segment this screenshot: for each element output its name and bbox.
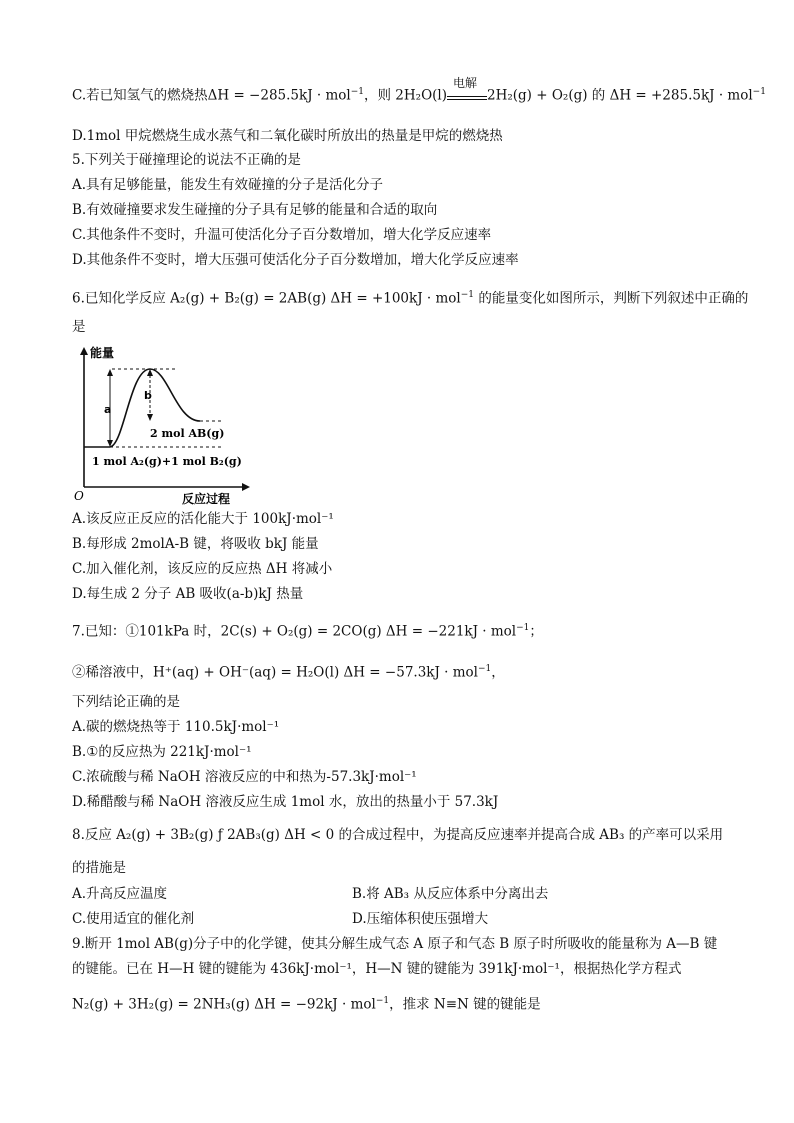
q9-line-2: 的键能。已在 H—H 键的键能为 436kJ·mol⁻¹，H—N 键的键能为 391kJ·mol⁻¹，根据热化学方程式 (72, 961, 682, 977)
q7-option-d: D.稀醋酸与稀 NaOH 溶液反应生成 1mol 水，放出的热量小于 57.3kJ (72, 794, 499, 810)
q8-option-c: C.使用适宜的催化剂 (72, 911, 195, 927)
y-axis-label: 能量 (90, 346, 115, 360)
q6-option-c: C.加入催化剂，该反应的反应热 ΔH 将减小 (72, 561, 333, 577)
q7-option-a: A.碳的燃烧热等于 110.5kJ·mol⁻¹ (72, 719, 280, 735)
q8-stem: 8.反应 A₂(g) + 3B₂(g) ƒ 2AB₃(g) ΔH < 0 的合成过程中，为提高反应速率并提高合成 AB₃ 的产率可以采用 (72, 827, 724, 843)
q4-option-d: D.1mol 甲烷燃烧生成水蒸气和二氧化碳时所放出的热量是甲烷的燃烧热 (72, 128, 503, 144)
q5-option-b: B.有效碰撞要求发生碰撞的分子具有足够的能量和合适的取向 (72, 202, 438, 218)
q7-stem-1: 7.已知：①101kPa 时，2C(s) + O₂(g) = 2CO(g) ΔH = −221kJ · mol$^{-1}$； (72, 623, 543, 640)
q5-option-a: A.具有足够能量，能发生有效碰撞的分子是活化分子 (72, 177, 384, 193)
label-b: b (144, 389, 152, 402)
product-label: 2 mol AB(g) (150, 427, 225, 440)
reactant-label: 1 mol A₂(g)+1 mol B₂(g) (92, 455, 242, 468)
energy-diagram (72, 345, 252, 505)
q7-stem-2: ②稀溶液中，H⁺(aq) + OH⁻(aq) = H₂O(l) ΔH = −57.3kJ · mol$^{-1}$， (72, 664, 505, 681)
origin-label: O (74, 489, 84, 503)
electrolysis-label: 电解 (453, 75, 478, 90)
q5-stem: 5.下列关于碰撞理论的说法不正确的是 (72, 152, 301, 168)
q9-line-3: N₂(g) + 3H₂(g) = 2NH₃(g) ΔH = −92kJ · mol$^{-1}$，推求 N≡N 键的键能是 (72, 996, 541, 1013)
q9-line-1: 9.断开 1mol AB(g)分子中的化学键，使其分解生成气态 A 原子和气态 B 原子时所吸收的能量称为 A—B 键 (72, 936, 718, 952)
q5-option-d: D.其他条件不变时，增大压强可使活化分子百分数增加，增大化学反应速率 (72, 252, 519, 268)
q5-option-c: C.其他条件不变时，升温可使活化分子百分数增加，增大化学反应速率 (72, 227, 492, 243)
q6-option-b: B.每形成 2molA-B 键，将吸收 bkJ 能量 (72, 536, 319, 552)
q8-stem-end: 的措施是 (72, 860, 126, 876)
q8-option-b: B.将 AB₃ 从反应体系中分离出去 (352, 886, 549, 902)
q7-option-c: C.浓硫酸与稀 NaOH 溶液反应的中和热为-57.3kJ·mol⁻¹ (72, 769, 417, 785)
q8-option-a: A.升高反应温度 (72, 886, 168, 902)
q8-option-d: D.压缩体积使压强增大 (352, 911, 489, 927)
x-axis-label: 反应过程 (182, 492, 231, 505)
q7-stem-3: 下列结论正确的是 (72, 694, 180, 710)
label-a: a (104, 403, 112, 416)
q7-option-b: B.①的反应热为 221kJ·mol⁻¹ (72, 744, 252, 760)
q4-option-c: C.若已知氢气的燃烧热ΔH = −285.5kJ · mol$^{-1}$，则 2H₂O(l) 电解 2H₂(g) + O₂(g) 的 ΔH = +285.5kJ · mol$^{-1}$ (72, 75, 766, 104)
q6-stem-end: 是 (72, 319, 86, 335)
q6-option-d: D.每生成 2 分子 AB 吸收(a-b)kJ 热量 (72, 586, 304, 602)
q6-option-a: A.该反应正反应的活化能大于 100kJ·mol⁻¹ (72, 511, 334, 527)
q6-stem: 6.已知化学反应 A₂(g) + B₂(g) = 2AB(g) ΔH = +100kJ · mol$^{-1}$ 的能量变化如图所示，判断下列叙述中正确的 (72, 290, 749, 307)
